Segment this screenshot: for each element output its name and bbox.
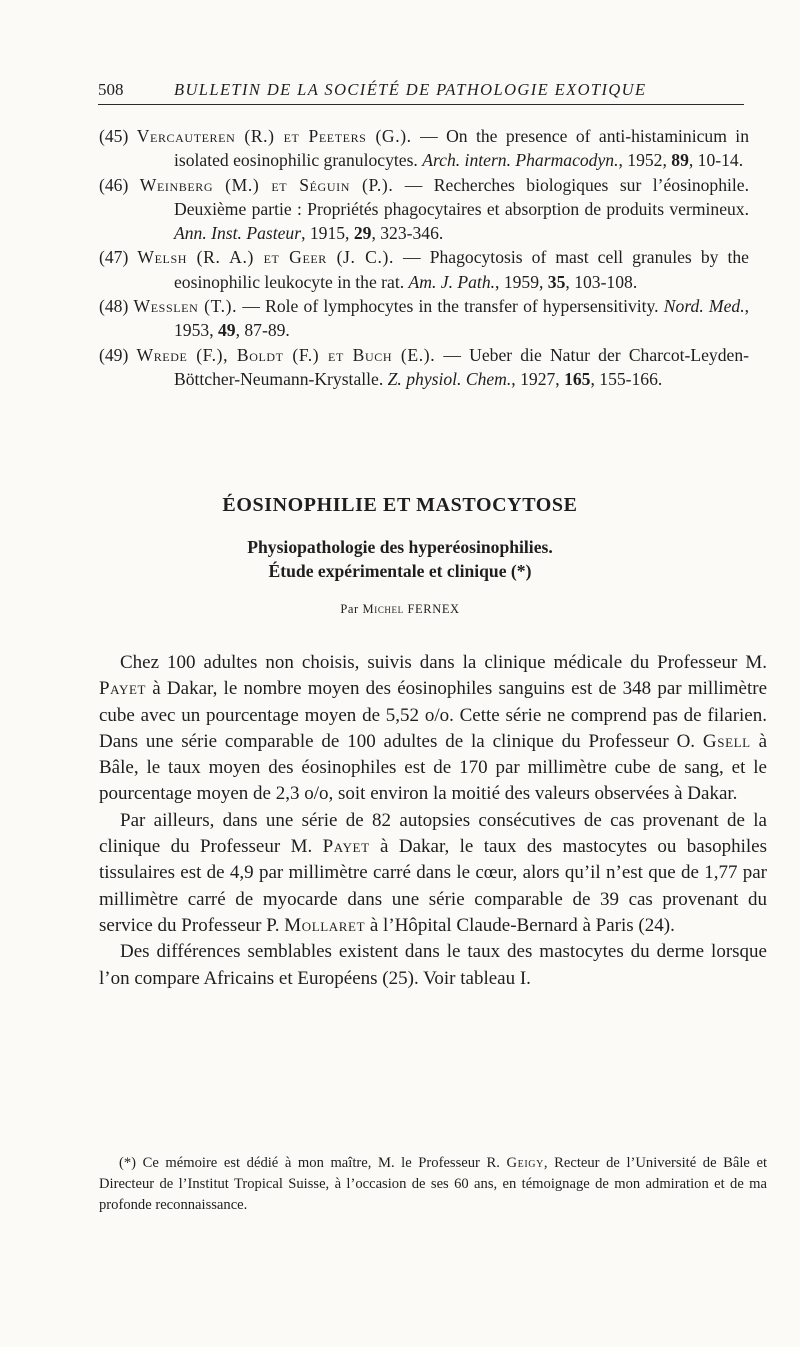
- reference-volume: 165: [564, 368, 591, 389]
- text-run: , Recteur de l’Université de Bâle et Directeur de l’Institut Tropical Suisse, à l’occasion de ses 60 ans, en témoignage de mon admiration et de ma profonde reconnaissance.: [99, 1155, 767, 1213]
- footnote: [99, 1153, 767, 1216]
- text-run: Chez 100 adultes non choisis, suivis dans la clinique médicale du Professeur M.: [120, 652, 767, 673]
- reference-year: , 1952,: [618, 150, 672, 171]
- body-paragraph: [99, 808, 767, 939]
- reference-volume: 35: [547, 271, 566, 292]
- reference-list: [99, 124, 749, 391]
- text-run: à Dakar, le taux des mastocytes ou basophiles tissulaires est de 4,9 par millimètre carré dans le cœur, alors qu’il n’est que de 1,77 par millimètre carré de myocarde dans une série comparable de 39 cas provenant du service du Professeur P.: [99, 836, 767, 936]
- reference-item: [99, 173, 749, 246]
- body-paragraph: Des différences semblables existent dans le taux des mastocytes du derme lorsque l’on compare Africains et Européens (25). Voir tableau I.: [99, 941, 767, 989]
- person-name: Mollaret: [284, 914, 366, 936]
- reference-authors: Weinberg (M.) et Séguin (P.).: [139, 174, 394, 195]
- reference-journal: Z. physiol. Chem.: [387, 368, 512, 389]
- reference-pages: , 155-166.: [590, 368, 663, 389]
- journal-title: BULLETIN DE LA SOCIÉTÉ DE PATHOLOGIE EXOTIQUE: [174, 80, 647, 99]
- article-body: [99, 650, 767, 992]
- reference-item: [99, 343, 749, 392]
- person-name: Payet: [322, 836, 370, 858]
- reference-journal: Ann. Inst. Pasteur: [174, 223, 302, 244]
- reference-number: (49): [99, 344, 129, 365]
- reference-journal: Am. J. Path.: [408, 271, 496, 292]
- reference-number: (47): [99, 247, 129, 268]
- text-run: à l’Hôpital Claude-Bernard à Paris (24).: [365, 914, 675, 936]
- reference-authors: Wesslen (T.).: [133, 296, 238, 317]
- running-head: [98, 78, 744, 105]
- person-name: Geigy: [506, 1155, 544, 1171]
- author-first-name: Michel: [362, 602, 404, 616]
- text-run: Par ailleurs, dans une série de 82 autopsies consécutives de cas provenant de la clinique du Professeur M.: [99, 809, 767, 858]
- reference-item: [99, 245, 749, 294]
- person-name: Gsell: [702, 730, 751, 752]
- reference-text: — Ueber die Natur der Charcot-Leyden-Böttcher-Neumann-Krystalle.: [174, 344, 749, 389]
- text-run: à Bâle, le taux moyen des éosinophiles est de 170 par millimètre cube de sang, et le pourcentage moyen de 2,3 o/o, soit environ la moitié des valeurs observées à Dakar.: [99, 730, 767, 805]
- article-title: ÉOSINOPHILIE ET MASTOCYTOSE: [222, 494, 578, 516]
- reference-authors: Welsh (R. A.) et Geer (J. C.).: [137, 247, 394, 268]
- reference-authors: Wrede (F.), Boldt (F.) et Buch (E.).: [136, 344, 436, 365]
- reference-text: — Role of lymphocytes in the transfer of hypersensitivity.: [237, 296, 664, 317]
- reference-year: , 1959,: [495, 271, 548, 292]
- article-subtitle: [0, 535, 800, 583]
- reference-journal: Arch. intern. Pharmacodyn.: [422, 150, 619, 171]
- reference-text: — On the presence of anti-histaminicum in isolated eosinophilic granulocytes.: [174, 126, 749, 171]
- subtitle-line: Étude expérimentale et clinique (*): [268, 561, 532, 581]
- byline-prefix: Par: [340, 602, 363, 616]
- reference-year: , 1953,: [174, 296, 749, 341]
- reference-item: [99, 294, 749, 343]
- text-run: à Dakar, le nombre moyen des éosinophiles sanguins est de 348 par millimètre cube avec un pourcentage moyen de 5,52 o/o. Cette série ne comprend pas de filarien. Dans une série comparable de 100 adultes de la clinique du Professeur O.: [99, 678, 767, 752]
- text-run: (*) Ce mémoire est dédié à mon maître, M. le Professeur R.: [119, 1155, 507, 1171]
- reference-pages: , 323-346.: [371, 223, 444, 244]
- reference-volume: 29: [353, 223, 372, 244]
- reference-number: (45): [99, 126, 129, 146]
- author-byline: [0, 602, 800, 617]
- reference-item: [99, 124, 749, 173]
- person-name: Payet: [99, 678, 147, 700]
- author-surname: FERNEX: [407, 602, 460, 616]
- reference-number: (48): [99, 296, 129, 317]
- reference-pages: , 10-14.: [688, 150, 744, 171]
- reference-pages: , 87-89.: [235, 320, 290, 341]
- reference-authors: Vercauteren (R.) et Peeters (G.).: [136, 126, 412, 146]
- page-number: 508: [98, 80, 124, 99]
- reference-volume: 89: [671, 150, 689, 171]
- reference-year: , 1927,: [511, 368, 565, 389]
- reference-pages: , 103-108.: [565, 271, 638, 292]
- reference-text: — Phagocytosis of mast cell granules by the eosinophilic leukocyte in the rat.: [174, 247, 749, 292]
- reference-year: , 1915,: [301, 223, 354, 244]
- reference-number: (46): [99, 174, 129, 195]
- body-paragraph: [99, 650, 767, 808]
- subtitle-line: Physiopathologie des hyperéosinophilies.: [247, 537, 553, 557]
- reference-text: — Recherches biologiques sur l’éosinophile. Deuxième partie : Propriétés phagocytaires et absorption de produits vermineux.: [174, 174, 750, 219]
- reference-journal: Nord. Med.: [663, 296, 745, 317]
- reference-volume: 49: [217, 320, 236, 341]
